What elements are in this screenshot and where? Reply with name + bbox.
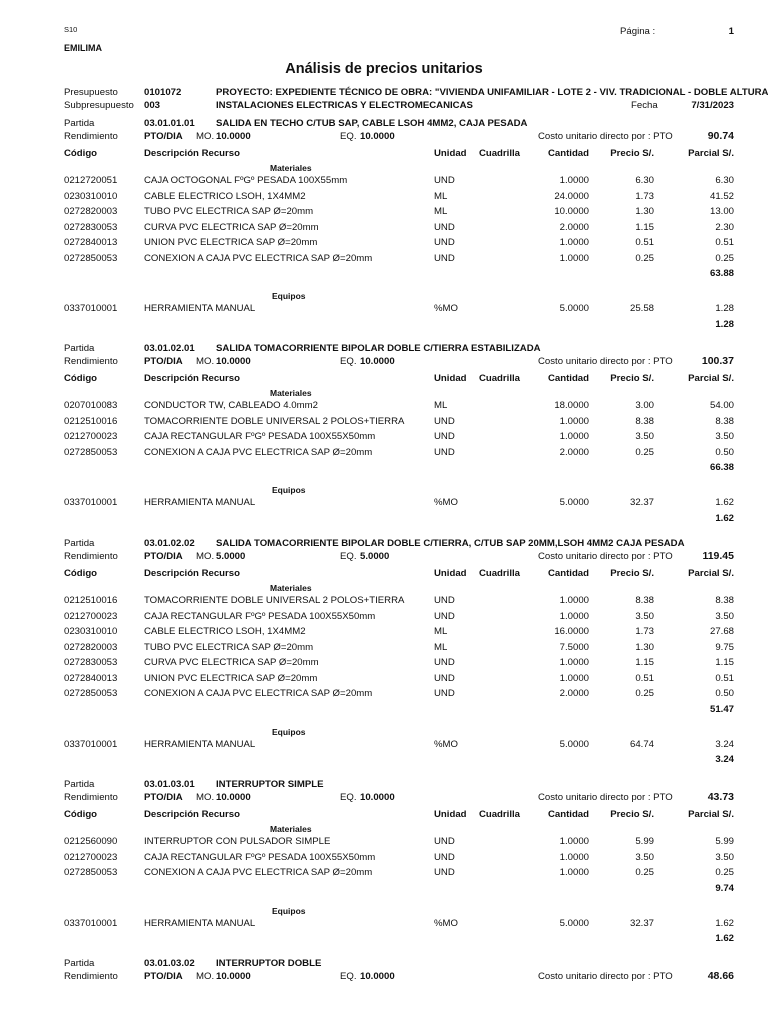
material-row-descripcion: CAJA RECTANGULAR FºGº PESADA 100X55X50mm bbox=[144, 610, 376, 622]
equipo-row-parcial: 1.28 bbox=[715, 303, 734, 314]
material-row-descripcion: CAJA RECTANGULAR FºGº PESADA 100X55X50mm bbox=[144, 431, 376, 442]
equipo-row-unidad: %MO bbox=[434, 303, 458, 314]
costo-value: 119.45 bbox=[702, 550, 734, 562]
materiales-section-title: Materiales bbox=[270, 163, 312, 173]
partida-label: Partida bbox=[64, 958, 95, 969]
col-unidad-header: Unidad bbox=[434, 373, 467, 384]
partida-code: 03.01.02.01 bbox=[144, 343, 195, 354]
subpresupuesto-code: 003 bbox=[144, 100, 161, 111]
material-row-parcial: 5.99 bbox=[715, 836, 734, 847]
material-row-descripcion: CABLE ELECTRICO LSOH, 1X4MM2 bbox=[144, 190, 306, 202]
rendimiento-label: Rendimiento bbox=[64, 971, 118, 982]
partida-name: SALIDA TOMACORRIENTE BIPOLAR DOBLE C/TIERRA, C/TUB SAP 20MM,LSOH 4MM2 CAJA PESADA bbox=[216, 538, 685, 549]
material-row-cantidad: 18.0000 bbox=[554, 400, 589, 411]
material-row-cantidad: 1.0000 bbox=[559, 851, 589, 863]
partida-code: 03.01.02.02 bbox=[144, 538, 195, 549]
page-title: Análisis de precios unitarios bbox=[285, 61, 483, 77]
eq-value: 10.0000 bbox=[360, 792, 395, 803]
equipo-row-parcial: 3.24 bbox=[715, 738, 734, 750]
col-descripcion-header: Descripción Recurso bbox=[144, 809, 240, 820]
material-row-unidad: UND bbox=[434, 688, 455, 699]
costo-value: 100.37 bbox=[701, 355, 734, 367]
page-number: 1 bbox=[728, 26, 734, 37]
material-row-cantidad: 10.0000 bbox=[554, 206, 589, 217]
material-row-precio: 1.15 bbox=[635, 657, 654, 668]
equipos-section-title: Equipos bbox=[272, 291, 306, 301]
subpresupuesto-name: INSTALACIONES ELECTRICAS Y ELECTROMECANICAS bbox=[216, 100, 473, 111]
eq-value: 10.0000 bbox=[360, 131, 395, 142]
material-row-cantidad: 1.0000 bbox=[559, 867, 589, 878]
material-row-parcial: 0.25 bbox=[715, 252, 734, 264]
material-row-unidad: UND bbox=[434, 867, 455, 878]
col-cuadrilla-header: Cuadrilla bbox=[478, 373, 520, 384]
equipos-subtotal: 1.62 bbox=[715, 933, 734, 944]
equipo-row-codigo: 0337010001 bbox=[64, 497, 118, 508]
material-row-unidad: ML bbox=[434, 626, 448, 637]
col-cuadrilla-header: Cuadrilla bbox=[478, 148, 520, 159]
material-row-descripcion: CONEXION A CAJA PVC ELECTRICA SAP Ø=20mm bbox=[144, 688, 373, 699]
col-cuadrilla-header: Cuadrilla bbox=[478, 568, 520, 579]
material-row-codigo: 0272840013 bbox=[64, 237, 118, 248]
material-row-parcial: 0.25 bbox=[715, 867, 734, 878]
material-row-parcial: 8.38 bbox=[715, 415, 734, 427]
eq-label: EQ. bbox=[340, 551, 357, 562]
material-row-unidad: ML bbox=[434, 400, 448, 411]
partida-label: Partida bbox=[64, 538, 95, 549]
equipo-row-cantidad: 5.0000 bbox=[559, 497, 589, 508]
equipo-row-codigo: 0337010001 bbox=[64, 303, 118, 314]
material-row-descripcion: UNION PVC ELECTRICA SAP Ø=20mm bbox=[144, 237, 318, 248]
mo-label: MO. bbox=[196, 971, 215, 982]
mo-value: 10.0000 bbox=[216, 792, 251, 803]
col-parcial-header: Parcial S/. bbox=[688, 809, 734, 820]
col-unidad-header: Unidad bbox=[434, 809, 467, 820]
col-codigo-header: Código bbox=[64, 148, 98, 159]
material-row-precio: 8.38 bbox=[635, 595, 654, 606]
material-row-codigo: 0212510016 bbox=[64, 415, 118, 427]
material-row-descripcion: TUBO PVC ELECTRICA SAP Ø=20mm bbox=[144, 641, 314, 653]
material-row-descripcion: CABLE ELECTRICO LSOH, 1X4MM2 bbox=[144, 626, 306, 637]
col-codigo-header: Código bbox=[64, 373, 98, 384]
material-row-cantidad: 2.0000 bbox=[559, 221, 589, 233]
material-row-parcial: 0.50 bbox=[715, 688, 734, 699]
rendimiento-unit: PTO/DIA bbox=[144, 792, 183, 803]
equipo-row-cantidad: 5.0000 bbox=[559, 303, 589, 314]
materiales-subtotal: 66.38 bbox=[709, 462, 734, 473]
material-row-cantidad: 1.0000 bbox=[559, 595, 589, 606]
subpresupuesto-label: Subpresupuesto bbox=[64, 100, 134, 111]
equipos-subtotal: 1.62 bbox=[715, 512, 734, 524]
mo-label: MO. bbox=[196, 356, 215, 367]
material-row-unidad: ML bbox=[434, 641, 448, 653]
page-label: Página : bbox=[620, 26, 656, 37]
material-row-unidad: UND bbox=[434, 595, 455, 606]
material-row-codigo: 0272820003 bbox=[64, 641, 118, 653]
costo-label: Costo unitario directo por : PTO bbox=[538, 792, 673, 803]
material-row-parcial: 0.51 bbox=[715, 237, 734, 248]
material-row-cantidad: 1.0000 bbox=[559, 252, 589, 264]
equipo-row-descripcion: HERRAMIENTA MANUAL bbox=[144, 303, 256, 314]
material-row-descripcion: UNION PVC ELECTRICA SAP Ø=20mm bbox=[144, 672, 318, 684]
equipos-subtotal: 3.24 bbox=[715, 754, 734, 765]
material-row-unidad: UND bbox=[434, 415, 455, 427]
material-row-descripcion: TUBO PVC ELECTRICA SAP Ø=20mm bbox=[144, 206, 314, 217]
partida-code: 03.01.01.01 bbox=[144, 118, 195, 129]
equipos-subtotal: 1.28 bbox=[715, 318, 734, 330]
equipo-row-unidad: %MO bbox=[434, 738, 458, 750]
eq-label: EQ. bbox=[340, 792, 357, 803]
material-row-descripcion: CURVA PVC ELECTRICA SAP Ø=20mm bbox=[144, 657, 319, 668]
material-row-codigo: 0207010083 bbox=[64, 400, 118, 411]
material-row-codigo: 0272850053 bbox=[64, 867, 118, 878]
material-row-descripcion: CONEXION A CAJA PVC ELECTRICA SAP Ø=20mm bbox=[144, 446, 373, 458]
material-row-codigo: 0272850053 bbox=[64, 688, 118, 699]
equipo-row-unidad: %MO bbox=[434, 917, 458, 929]
material-row-unidad: UND bbox=[434, 657, 455, 668]
material-row-precio: 0.51 bbox=[635, 672, 654, 684]
material-row-descripcion: CAJA OCTOGONAL FºGº PESADA 100X55mm bbox=[144, 175, 348, 186]
col-parcial-header: Parcial S/. bbox=[688, 568, 734, 579]
materiales-section-title: Materiales bbox=[270, 583, 312, 593]
material-row-unidad: UND bbox=[434, 836, 455, 847]
material-row-codigo: 0212510016 bbox=[64, 595, 118, 606]
equipo-row-codigo: 0337010001 bbox=[64, 917, 118, 929]
eq-value: 5.0000 bbox=[360, 551, 390, 562]
equipo-row-descripcion: HERRAMIENTA MANUAL bbox=[144, 497, 256, 508]
material-row-codigo: 0212700023 bbox=[64, 610, 118, 622]
mo-label: MO. bbox=[196, 131, 215, 142]
costo-value: 48.66 bbox=[707, 970, 734, 982]
eq-value: 10.0000 bbox=[360, 971, 395, 982]
material-row-cantidad: 1.0000 bbox=[559, 415, 589, 427]
material-row-parcial: 6.30 bbox=[715, 175, 734, 186]
material-row-codigo: 0230310010 bbox=[64, 626, 118, 637]
mo-label: MO. bbox=[196, 551, 215, 562]
material-row-unidad: UND bbox=[434, 237, 455, 248]
report-code: S10 bbox=[64, 25, 78, 34]
material-row-unidad: UND bbox=[434, 851, 455, 863]
material-row-unidad: UND bbox=[434, 610, 455, 622]
eq-label: EQ. bbox=[340, 971, 357, 982]
material-row-unidad: UND bbox=[434, 252, 455, 264]
presupuesto-code: 0101072 bbox=[144, 87, 182, 98]
material-row-parcial: 41.52 bbox=[709, 190, 734, 202]
material-row-precio: 3.50 bbox=[635, 851, 654, 863]
materiales-subtotal: 51.47 bbox=[709, 703, 734, 715]
materiales-section-title: Materiales bbox=[270, 824, 312, 834]
material-row-unidad: UND bbox=[434, 672, 455, 684]
equipo-row-descripcion: HERRAMIENTA MANUAL bbox=[144, 917, 256, 929]
col-parcial-header: Parcial S/. bbox=[688, 148, 734, 159]
material-row-unidad: UND bbox=[434, 175, 455, 186]
materiales-section-title: Materiales bbox=[270, 388, 312, 398]
material-row-cantidad: 1.0000 bbox=[559, 237, 589, 248]
material-row-parcial: 8.38 bbox=[715, 595, 734, 606]
material-row-descripcion: INTERRUPTOR CON PULSADOR SIMPLE bbox=[144, 836, 331, 847]
equipo-row-codigo: 0337010001 bbox=[64, 738, 118, 750]
costo-label: Costo unitario directo por : PTO bbox=[538, 971, 673, 982]
material-row-cantidad: 1.0000 bbox=[559, 610, 589, 622]
material-row-cantidad: 2.0000 bbox=[559, 446, 589, 458]
partida-label: Partida bbox=[64, 779, 95, 790]
partida-name: SALIDA EN TECHO C/TUB SAP, CABLE LSOH 4MM2, CAJA PESADA bbox=[216, 118, 528, 129]
material-row-unidad: UND bbox=[434, 431, 455, 442]
material-row-parcial: 2.30 bbox=[715, 221, 734, 233]
material-row-cantidad: 7.5000 bbox=[559, 641, 589, 653]
rendimiento-label: Rendimiento bbox=[64, 131, 118, 142]
material-row-precio: 1.30 bbox=[635, 206, 654, 217]
col-unidad-header: Unidad bbox=[434, 568, 467, 579]
col-precio-header: Precio S/. bbox=[610, 373, 654, 384]
eq-label: EQ. bbox=[340, 131, 357, 142]
material-row-precio: 6.30 bbox=[635, 175, 654, 186]
material-row-precio: 0.25 bbox=[635, 252, 654, 264]
material-row-cantidad: 24.0000 bbox=[554, 190, 589, 202]
material-row-cantidad: 1.0000 bbox=[559, 431, 589, 442]
col-unidad-header: Unidad bbox=[434, 148, 467, 159]
material-row-parcial: 27.68 bbox=[709, 626, 734, 637]
partida-label: Partida bbox=[64, 343, 95, 354]
costo-label: Costo unitario directo por : PTO bbox=[538, 356, 673, 367]
material-row-parcial: 3.50 bbox=[715, 431, 734, 442]
material-row-codigo: 0272850053 bbox=[64, 252, 118, 264]
equipo-row-parcial: 1.62 bbox=[715, 497, 734, 508]
material-row-parcial: 3.50 bbox=[715, 610, 734, 622]
col-codigo-header: Código bbox=[64, 809, 98, 820]
material-row-parcial: 13.00 bbox=[709, 206, 734, 217]
material-row-precio: 8.38 bbox=[635, 415, 654, 427]
material-row-parcial: 3.50 bbox=[715, 851, 734, 863]
col-parcial-header: Parcial S/. bbox=[688, 373, 734, 384]
material-row-descripcion: CAJA RECTANGULAR FºGº PESADA 100X55X50mm bbox=[144, 851, 376, 863]
material-row-codigo: 0272840013 bbox=[64, 672, 118, 684]
material-row-cantidad: 1.0000 bbox=[559, 672, 589, 684]
material-row-descripcion: CURVA PVC ELECTRICA SAP Ø=20mm bbox=[144, 221, 319, 233]
material-row-cantidad: 16.0000 bbox=[554, 626, 589, 637]
material-row-precio: 3.50 bbox=[635, 431, 654, 442]
col-cantidad-header: Cantidad bbox=[547, 568, 589, 579]
partida-label: Partida bbox=[64, 118, 95, 129]
material-row-descripcion: CONEXION A CAJA PVC ELECTRICA SAP Ø=20mm bbox=[144, 867, 373, 878]
equipos-section-title: Equipos bbox=[272, 905, 306, 916]
equipo-row-precio: 32.37 bbox=[629, 917, 654, 929]
material-row-unidad: UND bbox=[434, 221, 455, 233]
material-row-precio: 1.30 bbox=[635, 641, 654, 653]
col-descripcion-header: Descripción Recurso bbox=[144, 373, 240, 384]
material-row-unidad: ML bbox=[434, 190, 448, 202]
material-row-precio: 3.00 bbox=[635, 400, 654, 411]
rendimiento-label: Rendimiento bbox=[64, 356, 118, 367]
rendimiento-unit: PTO/DIA bbox=[144, 356, 183, 367]
equipo-row-cantidad: 5.0000 bbox=[559, 917, 589, 929]
fecha-value: 7/31/2023 bbox=[691, 100, 734, 111]
company-name: EMILIMA bbox=[64, 43, 102, 53]
material-row-codigo: 0212700023 bbox=[64, 431, 118, 442]
col-codigo-header: Código bbox=[64, 568, 98, 579]
rendimiento-unit: PTO/DIA bbox=[144, 971, 183, 982]
material-row-cantidad: 1.0000 bbox=[559, 836, 589, 847]
material-row-codigo: 0230310010 bbox=[64, 190, 118, 202]
costo-label: Costo unitario directo por : PTO bbox=[538, 551, 673, 562]
col-precio-header: Precio S/. bbox=[610, 148, 654, 159]
material-row-parcial: 0.50 bbox=[715, 446, 734, 458]
material-row-parcial: 9.75 bbox=[715, 641, 734, 653]
material-row-precio: 1.73 bbox=[635, 626, 654, 637]
material-row-unidad: UND bbox=[434, 446, 455, 458]
material-row-parcial: 1.15 bbox=[715, 657, 734, 668]
mo-value: 10.0000 bbox=[216, 356, 251, 367]
col-precio-header: Precio S/. bbox=[610, 809, 654, 820]
col-cuadrilla-header: Cuadrilla bbox=[478, 809, 520, 820]
material-row-cantidad: 2.0000 bbox=[559, 688, 589, 699]
rendimiento-label: Rendimiento bbox=[64, 551, 118, 562]
fecha-label: Fecha bbox=[631, 100, 658, 111]
material-row-cantidad: 1.0000 bbox=[559, 175, 589, 186]
equipos-section-title: Equipos bbox=[272, 485, 306, 495]
material-row-codigo: 0212560090 bbox=[64, 836, 118, 847]
material-row-unidad: ML bbox=[434, 206, 448, 217]
presupuesto-label: Presupuesto bbox=[64, 87, 118, 98]
material-row-parcial: 0.51 bbox=[715, 672, 734, 684]
material-row-precio: 1.15 bbox=[635, 221, 654, 233]
rendimiento-label: Rendimiento bbox=[64, 792, 118, 803]
mo-value: 5.0000 bbox=[216, 551, 246, 562]
mo-value: 10.0000 bbox=[216, 131, 251, 142]
material-row-descripcion: CONEXION A CAJA PVC ELECTRICA SAP Ø=20mm bbox=[144, 252, 373, 264]
equipo-row-parcial: 1.62 bbox=[715, 917, 734, 929]
rendimiento-unit: PTO/DIA bbox=[144, 131, 183, 142]
materiales-subtotal: 9.74 bbox=[715, 882, 734, 894]
partida-name: SALIDA TOMACORRIENTE BIPOLAR DOBLE C/TIERRA ESTABILIZADA bbox=[216, 343, 541, 354]
material-row-precio: 0.25 bbox=[635, 688, 654, 699]
col-cantidad-header: Cantidad bbox=[547, 373, 589, 384]
partida-name: INTERRUPTOR SIMPLE bbox=[216, 779, 324, 790]
material-row-precio: 0.51 bbox=[635, 237, 654, 248]
equipo-row-precio: 64.74 bbox=[629, 738, 654, 750]
material-row-precio: 0.25 bbox=[635, 446, 654, 458]
material-row-codigo: 0272820003 bbox=[64, 206, 118, 217]
material-row-precio: 0.25 bbox=[635, 867, 654, 878]
material-row-descripcion: TOMACORRIENTE DOBLE UNIVERSAL 2 POLOS+TIERRA bbox=[144, 415, 405, 427]
material-row-codigo: 0212720051 bbox=[64, 175, 118, 186]
costo-label: Costo unitario directo por : PTO bbox=[538, 131, 673, 142]
material-row-precio: 3.50 bbox=[635, 610, 654, 622]
partida-code: 03.01.03.01 bbox=[144, 779, 195, 790]
mo-label: MO. bbox=[196, 792, 215, 803]
material-row-codigo: 0272830053 bbox=[64, 657, 118, 668]
presupuesto-name: PROYECTO: EXPEDIENTE TÉCNICO DE OBRA: "VIVIENDA UNIFAMILIAR - LOTE 2 - VIV. TRADICIONAL - DOBLE ALTURA bbox=[216, 87, 768, 98]
equipo-row-descripcion: HERRAMIENTA MANUAL bbox=[144, 738, 256, 750]
col-precio-header: Precio S/. bbox=[610, 568, 654, 579]
costo-value: 43.73 bbox=[707, 791, 734, 803]
material-row-descripcion: TOMACORRIENTE DOBLE UNIVERSAL 2 POLOS+TIERRA bbox=[144, 595, 405, 606]
material-row-cantidad: 1.0000 bbox=[559, 657, 589, 668]
material-row-precio: 5.99 bbox=[635, 836, 654, 847]
material-row-codigo: 0272830053 bbox=[64, 221, 118, 233]
costo-value: 90.74 bbox=[707, 130, 734, 142]
material-row-codigo: 0272850053 bbox=[64, 446, 118, 458]
eq-label: EQ. bbox=[340, 356, 357, 367]
col-descripcion-header: Descripción Recurso bbox=[144, 568, 240, 579]
col-descripcion-header: Descripción Recurso bbox=[144, 148, 240, 159]
partida-code: 03.01.03.02 bbox=[144, 958, 195, 969]
material-row-parcial: 54.00 bbox=[709, 400, 734, 411]
material-row-codigo: 0212700023 bbox=[64, 851, 118, 863]
equipo-row-precio: 25.58 bbox=[629, 303, 654, 314]
material-row-descripcion: CONDUCTOR TW, CABLEADO 4.0mm2 bbox=[144, 400, 318, 411]
col-cantidad-header: Cantidad bbox=[547, 148, 589, 159]
mo-value: 10.0000 bbox=[216, 971, 251, 982]
materiales-subtotal: 63.88 bbox=[709, 268, 734, 279]
equipos-section-title: Equipos bbox=[272, 726, 306, 737]
material-row-precio: 1.73 bbox=[635, 190, 654, 202]
eq-value: 10.0000 bbox=[360, 356, 395, 367]
equipo-row-unidad: %MO bbox=[434, 497, 458, 508]
equipo-row-cantidad: 5.0000 bbox=[559, 738, 589, 750]
partida-name: INTERRUPTOR DOBLE bbox=[216, 958, 322, 969]
equipo-row-precio: 32.37 bbox=[629, 497, 654, 508]
col-cantidad-header: Cantidad bbox=[547, 809, 589, 820]
rendimiento-unit: PTO/DIA bbox=[144, 551, 183, 562]
